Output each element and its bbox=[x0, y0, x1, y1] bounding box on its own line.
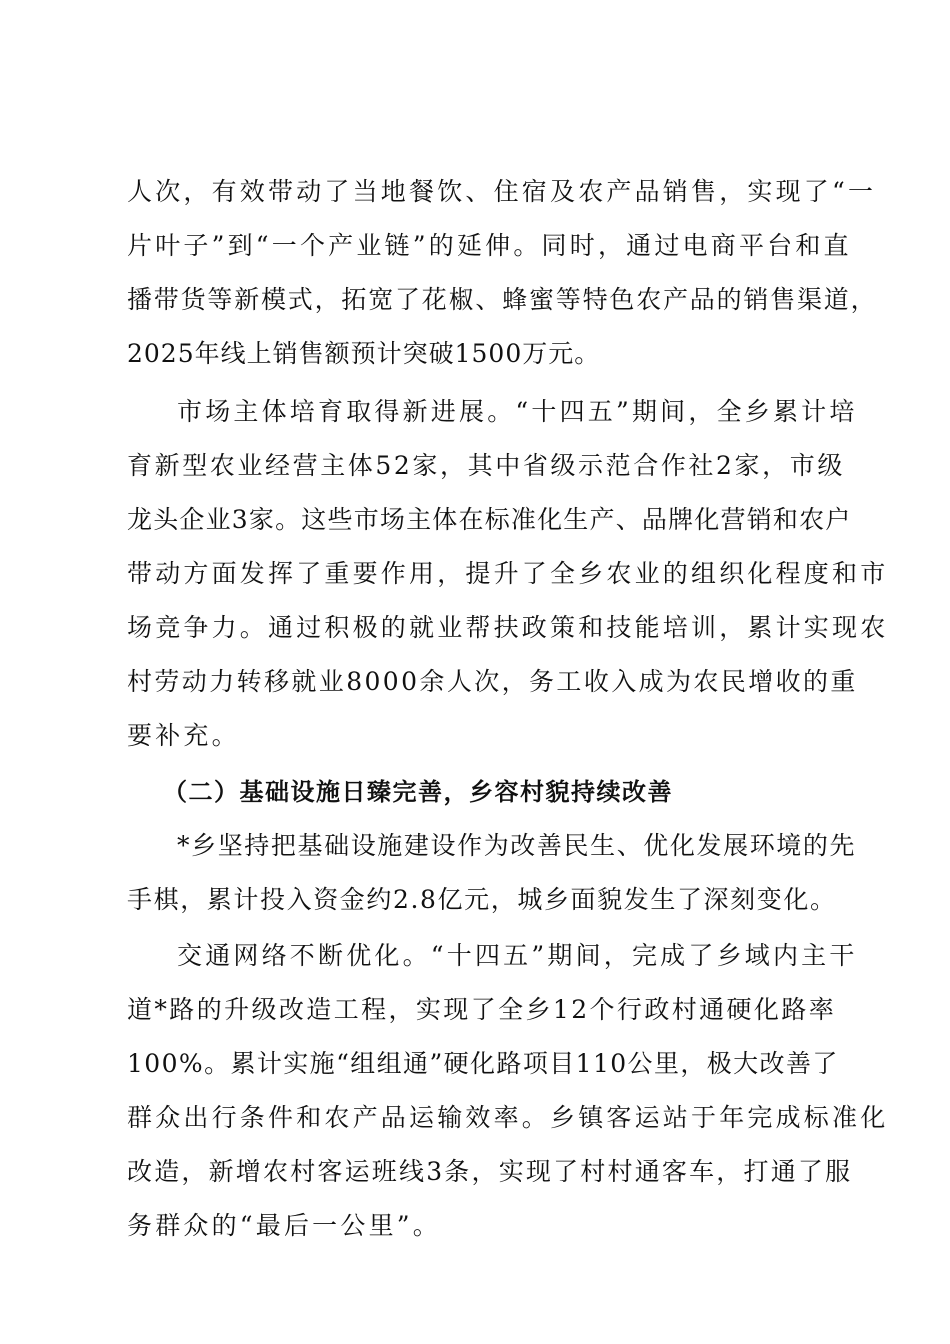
paragraph-first-line: 市场主体培育取得新进展。“十四五”期间，全乡累计培 bbox=[177, 397, 858, 426]
body-text-line: 片叶子”到“一个产业链”的延伸。同时，通过电商平台和直 bbox=[127, 231, 852, 260]
body-text-line: 村劳动力转移就业8000余人次，务工收入成为农民增收的重 bbox=[127, 667, 858, 696]
paragraph-first-line: 交通网络不断优化。“十四五”期间，完成了乡域内主干 bbox=[177, 941, 858, 970]
body-text-line: 改造，新增农村客运班线3条，实现了村村通客车，打通了服 bbox=[127, 1157, 853, 1186]
body-text-line: 育新型农业经营主体52家，其中省级示范合作社2家，市级 bbox=[127, 451, 845, 480]
body-text-line: 群众出行条件和农产品运输效率。乡镇客运站于年完成标准化 bbox=[127, 1103, 889, 1132]
body-text-line: 道*路的升级改造工程，实现了全乡12个行政村通硬化路率 bbox=[127, 995, 837, 1024]
body-text-line: 务群众的“最后一公里”。 bbox=[127, 1211, 441, 1240]
body-text-line: 手棋，累计投入资金约2.8亿元，城乡面貌发生了深刻变化。 bbox=[127, 885, 837, 914]
body-text-line: 带动方面发挥了重要作用，提升了全乡农业的组织化程度和市 bbox=[127, 559, 889, 588]
body-text-line: 要补充。 bbox=[127, 721, 240, 750]
body-text-line: 100%。累计实施“组组通”硬化路项目110公里，极大改善了 bbox=[127, 1049, 839, 1078]
body-text-line: 播带货等新模式，拓宽了花椒、蜂蜜等特色农产品的销售渠道， bbox=[127, 285, 878, 314]
body-text-line: 人次，有效带动了当地餐饮、住宿及农产品销售，实现了“一 bbox=[127, 177, 877, 206]
body-text-line: 2025年线上销售额预计突破1500万元。 bbox=[127, 339, 601, 368]
paragraph-first-line: *乡坚持把基础设施建设作为改善民生、优化发展环境的先 bbox=[177, 831, 857, 860]
section-heading: （二）基础设施日臻完善，乡容村貌持续改善 bbox=[163, 778, 673, 806]
body-text-line: 龙头企业3家。这些市场主体在标准化生产、品牌化营销和农户 bbox=[127, 505, 852, 534]
body-text-line: 场竞争力。通过积极的就业帮扶政策和技能培训，累计实现农 bbox=[127, 613, 889, 642]
